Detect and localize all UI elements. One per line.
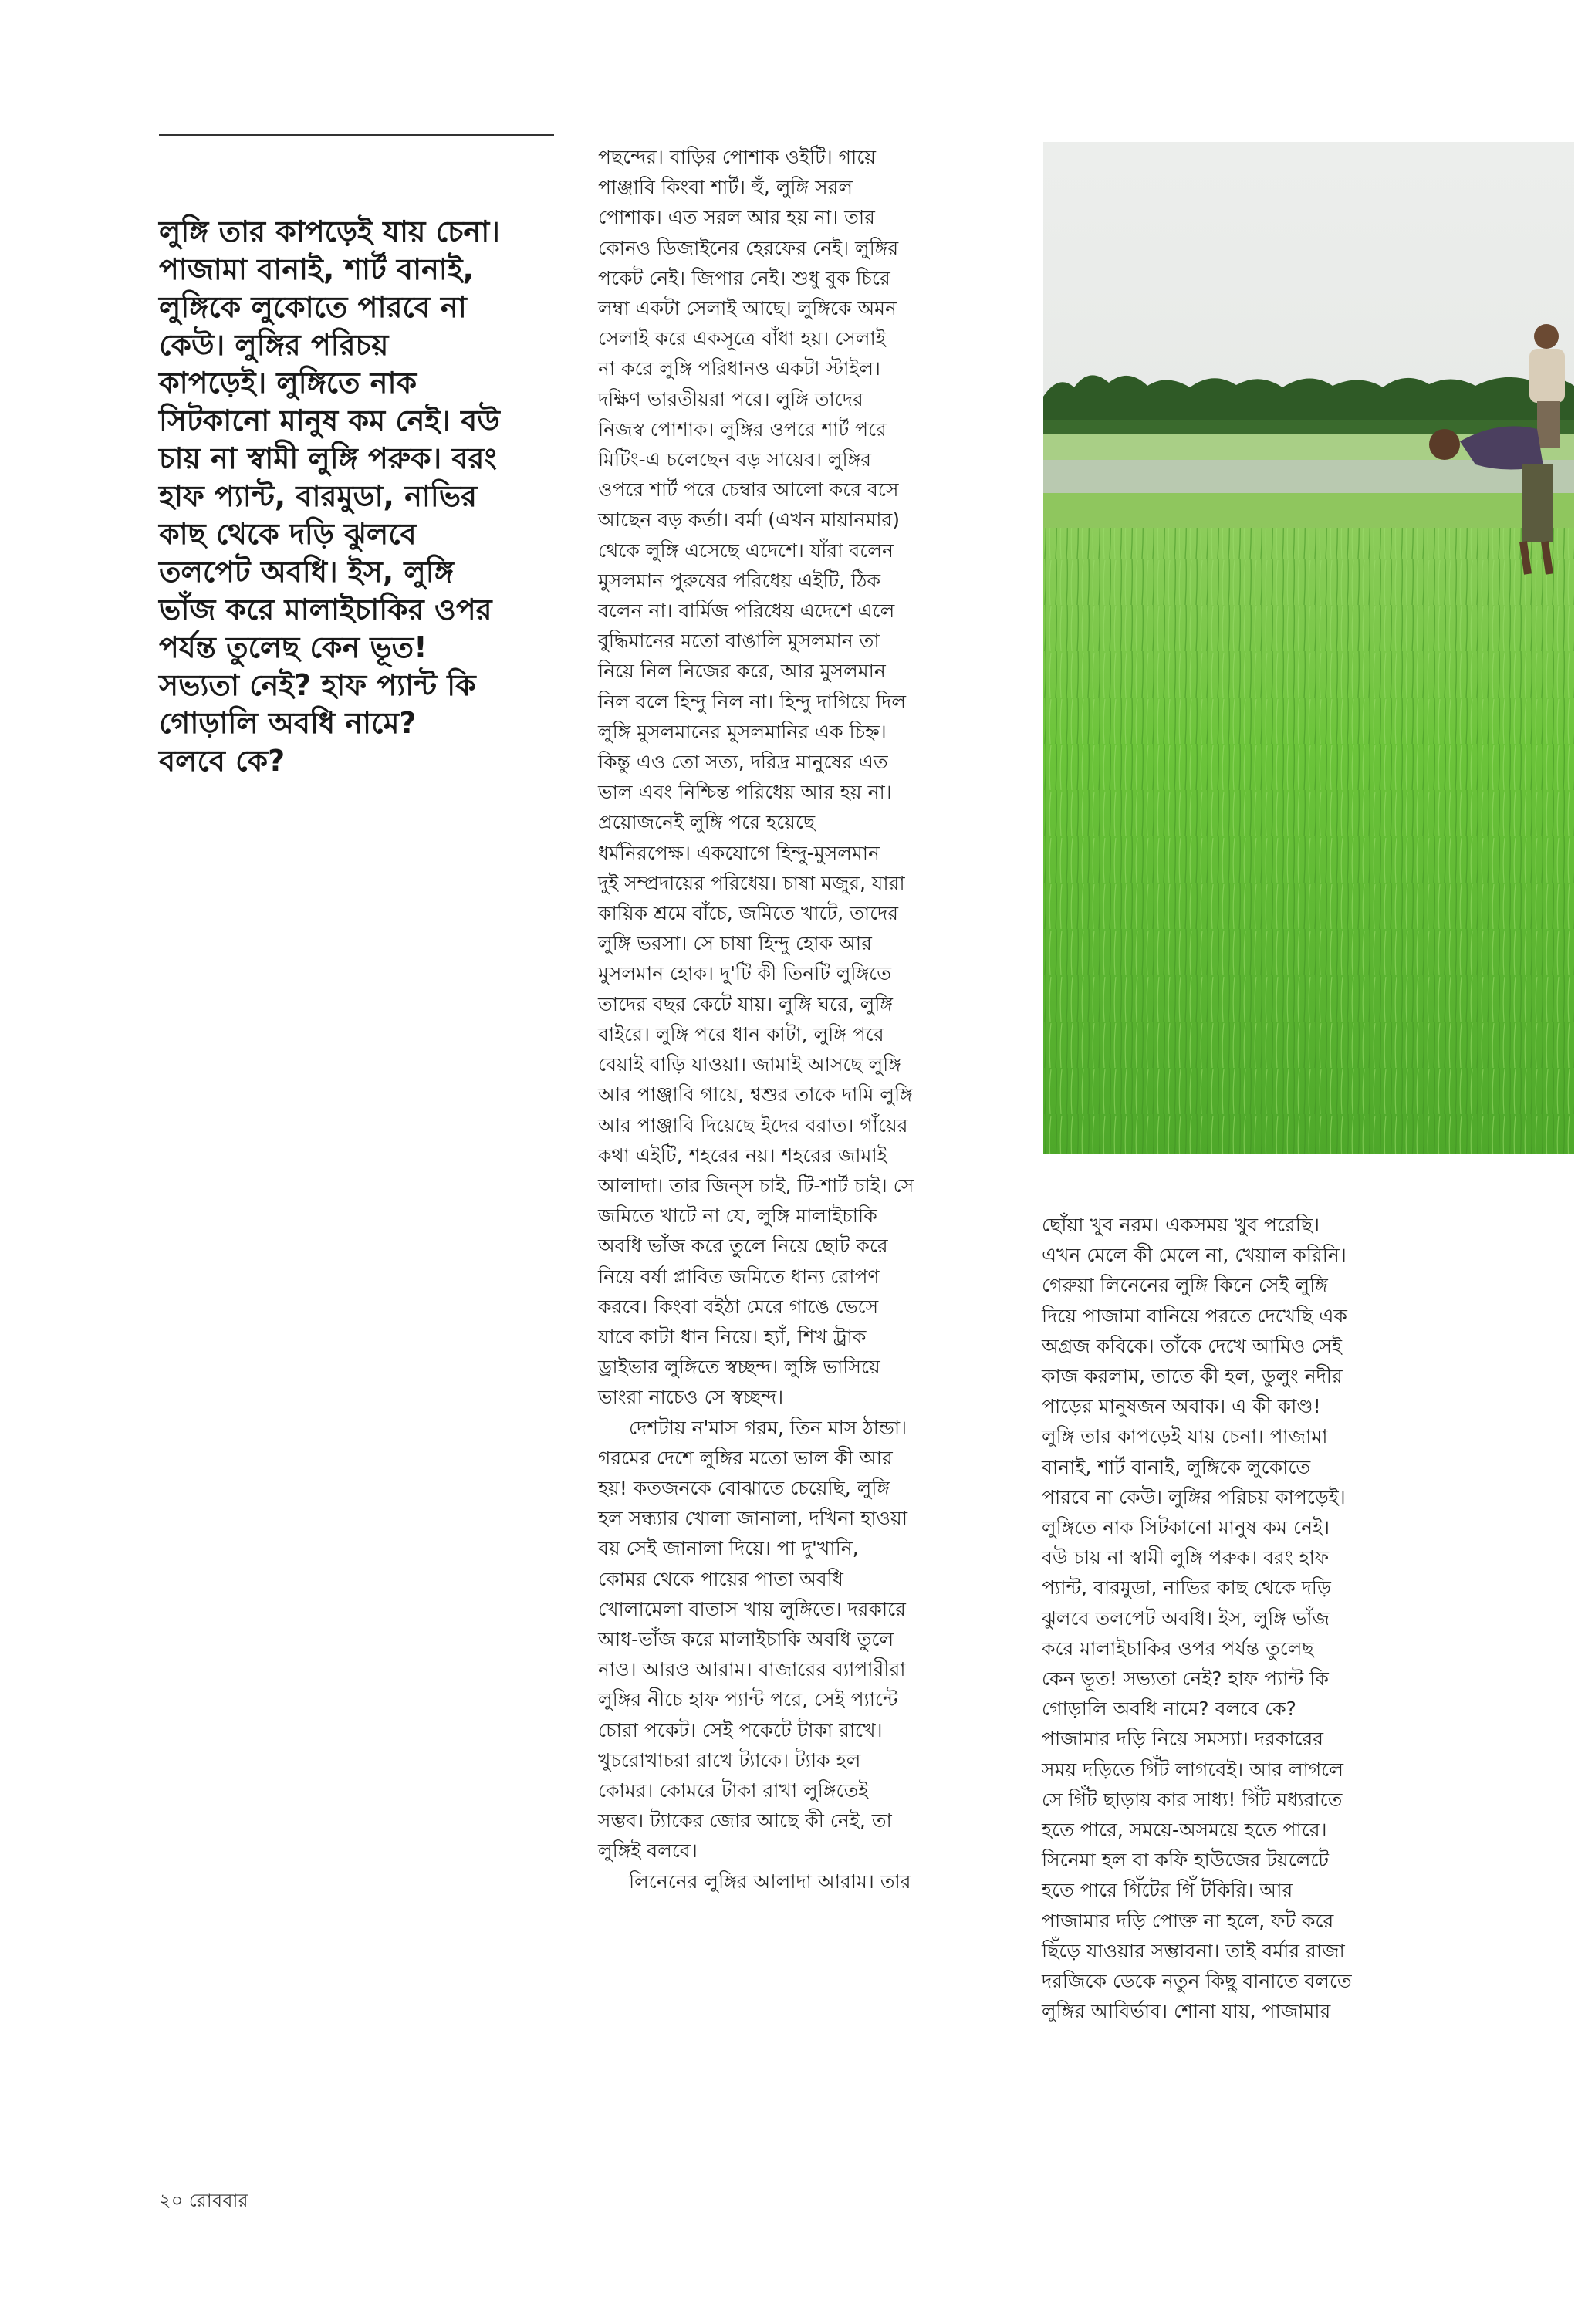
paragraph: লিনেনের লুঙ্গির আলাদা আরাম। তার [629,1870,911,1893]
paragraph: পছন্দের। বাড়ির পোশাক ওইটি। গায়ে পাঞ্জাবি কিংবা শার্ট। হুঁ, লুঙ্গি সরল পোশাক। এত সরল আর হয় না। তার কোনও ডিজাইনের হেরফের নেই। লুঙ্গির পকেট নেই। জিপার নেই। শুধু বুক চিরে লম্বা একটা সেলাই আছে। লুঙ্গিকে অমন সেলাই করে একসূত্রে বাঁধা হয়। সেলাই না করে লুঙ্গি পরিধানও একটা স্টাইল। দক্ষিণ ভারতীয়রা পরে। লুঙ্গি তাদের নিজস্ব পোশাক। লুঙ্গির ওপরে শার্ট পরে মিটিং-এ চলেছেন বড় সায়েব। লুঙ্গির ওপরে শার্ট পরে চেম্বার আলো করে বসে আছেন বড় কর্তা। বর্মা (এখন মায়ানমার) থেকে লুঙ্গি এসেছে এদেশে। যাঁরা বলেন মুসলমান পুরুষের পরিধেয় এইটি, ঠিক বলেন না। বার্মিজ পরিধেয় এদেশে এলে বুদ্ধিমানের মতো বাঙালি মুসলমান তা নিয়ে নিল নিজের করে, আর মুসলমান নিল বলে হিন্দু নিল না। হিন্দু দাগিয়ে দিল লুঙ্গি মুসলমানের মুসলমানির এক চিহ্ন। কিন্তু এও তো সত্য, দরিদ্র মানুষের এত ভাল এবং নিশ্চিন্ত পরিধেয় আর হয় না। প্রয়োজনেই লুঙ্গি পরে হয়েছে ধর্মনিরপেক্ষ। একযোগে হিন্দু-মুসলমান দুই সম্প্রদায়ের পরিধেয়। চাষা মজুর, যারা কায়িক শ্রমে বাঁচে, জমিতে খাটে, তাদের লুঙ্গি ভরসা। সে চাষা হিন্দু হোক আর মুসলমান হোক। দু'টি কী তিনটি লুঙ্গিতে তাদের বছর কেটে যায়। লুঙ্গি ঘরে, লুঙ্গি বাইরে। লুঙ্গি পরে ধান কাটা, লুঙ্গি পরে বেয়াই বাড়ি যাওয়া। জামাই আসছে লুঙ্গি আর পাঞ্জাবি গায়ে, শ্বশুর তাকে দামি লুঙ্গি আর পাঞ্জাবি দিয়েছে ইদের বরাত। গাঁয়ের কথা এইটি, শহরের নয়। শহরের জামাই আলাদা। তার জিন্‌স চাই, টি-শার্ট চাই। সে জমিতে খাটে না যে, লুঙ্গি মালাইচাকি অবধি ভাঁজ করে তুলে নিয়ে ছোট করে নিয়ে বর্ষা প্লাবিত জমিতে ধান্য রোপণ করবে। কিংবা বইঠা মেরে গাঙে ভেসে যাবে কাটা ধান নিয়ে। হ্যাঁ, শিখ ট্রাক ড্রাইভার লুঙ্গিতে স্বচ্ছন্দ। লুঙ্গি ভাসিয়ে ভাংরা নাচেও সে স্বচ্ছন্দ। [598,146,914,1409]
paragraph: দেশটায় ন'মাস গরম, তিন মাস ঠান্ডা। গরমের দেশে লুঙ্গির মতো ভাল কী আর হয়! কতজনকে বোঝাতে চেয়েছি, লুঙ্গি হল সন্ধ্যার খোলা জানালা, দখিনা হাওয়া বয় সেই জানালা দিয়ে। পা দু'খানি, কোমর থেকে পায়ের পাতা অবধি খোলামেলা বাতাস খায় লুঙ্গিতে। দরকারে আধ-ভাঁজ করে মালাইচাকি অবধি তুলে নাও। আরও আরাম। বাজারের ব্যাপারীরা লুঙ্গির নীচে হাফ প্যান্ট পরে, সেই প্যান্টে চোরা পকেট। সেই পকেটে টাকা রাখে। খুচরোখাচরা রাখে ট্যাকে। ট্যাক হল কোমর। কোমরে টাকা রাখা লুঙ্গিতেই সম্ভব। ট্যাকের জোর আছে কী নেই, তা লুঙ্গিই বলবে। [598,1416,907,1863]
page-folio: ২০ রোববার [159,2190,248,2211]
body-column-3 [1042,1210,1443,2026]
paragraph: ছোঁয়া খুব নরম। একসময় খুব পরেছি। এখন মেলে কী মেলে না, খেয়াল করিনি। গেরুয়া লিনেনের লুঙ্গি কিনে সেই লুঙ্গি দিয়ে পাজামা বানিয়ে পরতে দেখেছি এক অগ্রজ কবিকে। তাঁকে দেখে আমিও সেই কাজ করলাম, তাতে কী হল, ডুলুং নদীর পাড়ের মানুষজন অবাক। এ কী কাণ্ড! লুঙ্গি তার কাপড়েই যায় চেনা। পাজামা বানাই, শার্ট বানাই, লুঙ্গিকে লুকোতে পারবে না কেউ। লুঙ্গির পরিচয় কাপড়েই। লুঙ্গিতে নাক সিটকানো মানুষ কম নেই। বউ চায় না স্বামী লুঙ্গি পরুক। বরং হাফ প্যান্ট, বারমুডা, নাভির কাছ থেকে দড়ি ঝুলবে তলপেট অবধি। ইস, লুঙ্গি ভাঁজ করে মালাইচাকির ওপর পর্যন্ত তুলেছ কেন ভূত! সভ্যতা নেই? হাফ প্যান্ট কি গোড়ালি অবধি নামে? বলবে কে? পাজামার দড়ি নিয়ে সমস্যা। দরকারের সময় দড়িতে গিঁট লাগবেই। আর লাগলে সে গিঁট ছাড়ায় কার সাধ্য! গিঁট মধ্যরাতে হতে পারে, সময়ে-অসময়ে হতে পারে। সিনেমা হল বা কফি হাউজের টয়লেটে হতে পারে গিঁটের গিঁ টকিরি। আর পাজামার দড়ি পোক্ত না হলে, ফট করে ছিঁড়ে যাওয়ার সম্ভাবনা। তাই বর্মার রাজা দরজিকে ডেকে নতুন কিছু বানাতে বলতে লুঙ্গির আবির্ভাব। শোনা যায়, পাজামার [1042,1214,1352,2023]
rice-field-photo [1043,142,1574,1154]
pull-quote: লুঙ্গি তার কাপড়েই যায় চেনা। পাজামা বানাই, শার্ট বানাই, লুঙ্গিকে লুকোতে পারবে না কেউ। লুঙ্গির পরিচয় কাপড়েই। লুঙ্গিতে নাক সিটকানো মানুষ কম নেই। বউ চায় না স্বামী লুঙ্গি পরুক। বরং হাফ প্যান্ট, বারমুডা, নাভির কাছ থেকে দড়ি ঝুলবে তলপেট অবধি। ইস, লুঙ্গি ভাঁজ করে মালাইচাকির ওপর পর্যন্ত তুলেছ কেন ভূত! সভ্যতা নেই? হাফ প্যান্ট কি গোড়ালি অবধি নামে? বলবে কে? [159,214,500,778]
body-column-2 [598,142,999,1897]
top-rule [159,134,554,136]
